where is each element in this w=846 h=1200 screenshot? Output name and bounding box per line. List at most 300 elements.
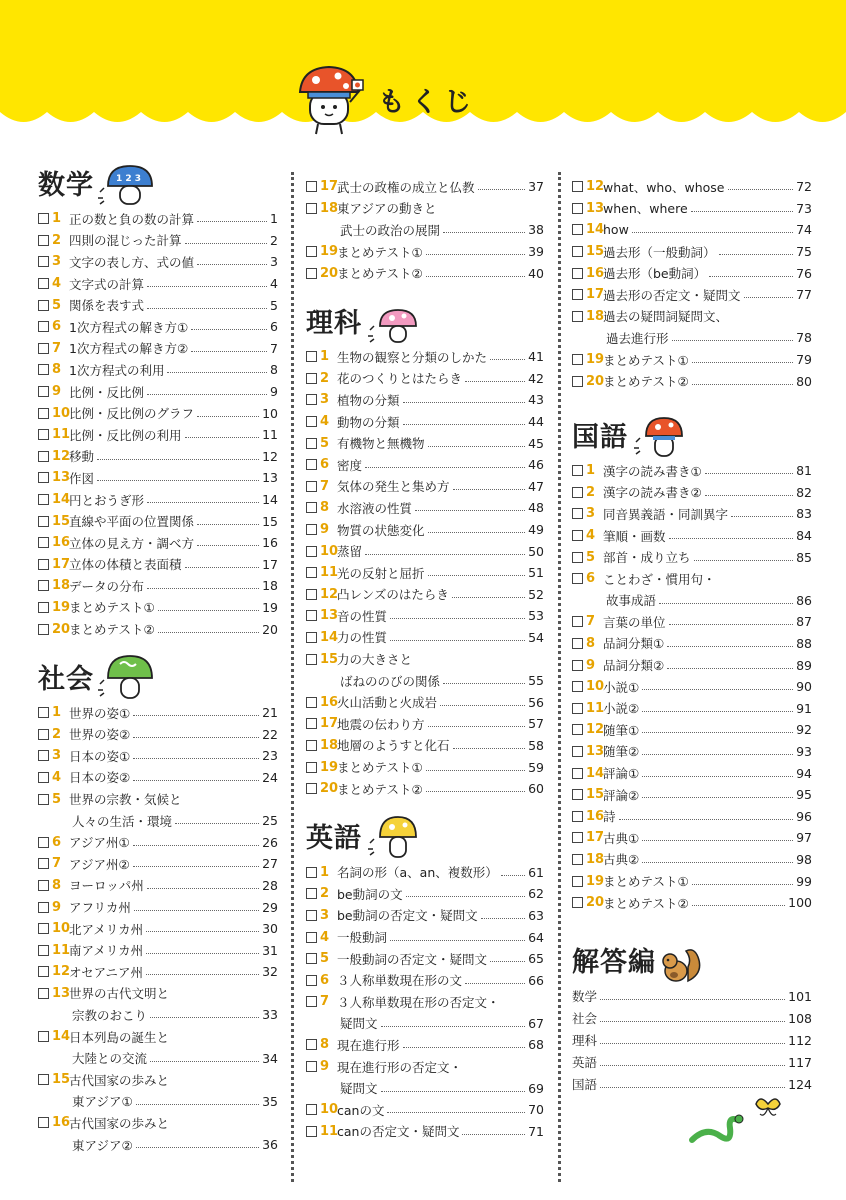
checkbox[interactable] — [572, 487, 583, 498]
item-number: 4 — [586, 528, 596, 544]
item-number: 13 — [52, 985, 71, 1001]
item-title: 水溶液の性質 — [337, 500, 413, 516]
leader-dots — [390, 640, 525, 641]
checkbox[interactable] — [572, 203, 583, 214]
checkbox[interactable] — [38, 880, 49, 891]
item-number: 10 — [320, 543, 339, 559]
checkbox[interactable] — [38, 235, 49, 246]
leader-dots — [365, 554, 525, 555]
section-title-social: 社会 — [38, 663, 94, 695]
leader-dots — [191, 351, 267, 352]
checkbox[interactable] — [572, 616, 583, 627]
checkbox[interactable] — [572, 638, 583, 649]
checkbox[interactable] — [306, 502, 317, 513]
pink-mushroom-icon — [364, 306, 420, 346]
checkbox[interactable] — [38, 256, 49, 267]
page-number: 30 — [262, 921, 278, 937]
checkbox[interactable] — [38, 408, 49, 419]
item-title: 生物の観察と分類のしかた — [337, 349, 488, 365]
item-title: 筆順・画数 — [603, 528, 666, 544]
leader-dots — [692, 362, 793, 363]
checkbox[interactable] — [38, 858, 49, 869]
toc-item — [306, 1013, 544, 1035]
page-number: 31 — [262, 942, 278, 958]
item-title: 正の数と負の数の計算 — [69, 211, 195, 227]
item-title: 東アジア① — [72, 1094, 133, 1110]
checkbox[interactable] — [38, 451, 49, 462]
page-number: 42 — [528, 370, 544, 386]
page-number: 88 — [796, 635, 812, 651]
page-number: 17 — [262, 556, 278, 572]
checkbox[interactable] — [38, 624, 49, 635]
checkbox[interactable] — [572, 811, 583, 822]
checkbox[interactable] — [38, 472, 49, 483]
item-number: 4 — [52, 276, 62, 292]
page-number: 59 — [528, 759, 544, 775]
leader-dots — [426, 276, 525, 277]
checkbox[interactable] — [38, 494, 49, 505]
leader-dots — [642, 732, 793, 733]
item-title: 音の性質 — [337, 608, 388, 624]
yellow-mushroom-icon — [364, 813, 418, 861]
toc-item — [38, 918, 278, 940]
item-title: be動詞の否定文・疑問文 — [337, 908, 478, 924]
checkbox[interactable] — [38, 278, 49, 289]
leader-dots — [600, 1065, 785, 1066]
item-title: 過去形（一般動詞） — [603, 244, 716, 260]
toc-item — [306, 454, 544, 476]
page-number: 61 — [528, 864, 544, 880]
leader-dots — [443, 232, 525, 233]
item-title: ヨーロッパ州 — [69, 878, 144, 894]
checkbox[interactable] — [306, 1039, 317, 1050]
toc-item — [306, 497, 544, 519]
leader-dots — [619, 819, 794, 820]
page-number: 7 — [270, 340, 278, 356]
checkbox[interactable] — [38, 837, 49, 848]
toc-item — [572, 176, 812, 198]
item-number: 1 — [52, 705, 62, 721]
toc-item — [38, 489, 278, 511]
page-number: 82 — [796, 484, 812, 500]
toc-item — [572, 198, 812, 220]
checkbox[interactable] — [306, 481, 317, 492]
checkbox[interactable] — [38, 386, 49, 397]
checkbox[interactable] — [306, 416, 317, 427]
checkbox[interactable] — [306, 783, 317, 794]
item-number: 16 — [320, 694, 339, 710]
leader-dots — [490, 359, 525, 360]
item-number: 11 — [586, 700, 605, 716]
toc-item — [306, 540, 544, 562]
leader-dots — [147, 394, 267, 395]
toc-item — [306, 861, 544, 883]
checkbox[interactable] — [572, 832, 583, 843]
section-title-japanese: 国語 — [572, 421, 628, 453]
item-number: 3 — [320, 907, 330, 923]
toc-item — [38, 467, 278, 489]
answer-subject: 理科 — [572, 1033, 598, 1049]
item-title: 疑問文 — [340, 1081, 378, 1097]
item-number: 8 — [320, 1037, 330, 1053]
answer-subject: 数学 — [572, 989, 598, 1005]
checkbox[interactable] — [572, 465, 583, 476]
checkbox[interactable] — [306, 1104, 317, 1115]
checkbox[interactable] — [38, 923, 49, 934]
item-number: 20 — [320, 781, 339, 797]
toc-item — [306, 905, 544, 927]
item-title: 力の大きさと — [337, 652, 413, 668]
green-mushroom-icon — [94, 652, 154, 702]
checkbox[interactable] — [306, 459, 317, 470]
leader-dots — [642, 776, 793, 777]
item-title: 光の反射と屈折 — [337, 565, 425, 581]
item-number: 8 — [320, 500, 330, 516]
item-number: 7 — [320, 478, 330, 494]
page-number: 54 — [528, 629, 544, 645]
toc-item — [38, 532, 278, 554]
item-title: 同音異義語・同訓異字 — [603, 506, 729, 522]
checkbox[interactable] — [38, 707, 49, 718]
page-number: 21 — [262, 705, 278, 721]
item-title: 古代国家の歩みと — [69, 1072, 170, 1088]
item-title: 随筆② — [603, 744, 640, 760]
checkbox[interactable] — [38, 794, 49, 805]
item-number: 14 — [52, 492, 71, 508]
item-number: 9 — [586, 657, 596, 673]
item-title: 過去の疑問詞疑問文、 — [603, 309, 729, 325]
checkbox[interactable] — [572, 703, 583, 714]
leader-dots — [600, 999, 785, 1000]
item-number: 2 — [586, 484, 596, 500]
item-number: 20 — [586, 895, 605, 911]
checkbox[interactable] — [38, 300, 49, 311]
item-title: 大陸との交流 — [72, 1051, 148, 1067]
toc-item — [306, 411, 544, 433]
toc-item — [572, 827, 812, 849]
page-number: 16 — [262, 535, 278, 551]
checkbox[interactable] — [306, 567, 317, 578]
leader-dots — [133, 737, 259, 738]
item-number: 2 — [320, 886, 330, 902]
item-number: 4 — [52, 769, 62, 785]
toc-item — [306, 262, 544, 284]
checkbox[interactable] — [572, 746, 583, 757]
checkbox[interactable] — [572, 224, 583, 235]
section-title-english: 英語 — [306, 823, 362, 855]
item-title: 密度 — [337, 457, 363, 473]
leader-dots — [158, 610, 259, 611]
leader-dots — [443, 683, 525, 684]
checkbox[interactable] — [306, 1126, 317, 1137]
checkbox[interactable] — [572, 854, 583, 865]
checkbox[interactable] — [38, 364, 49, 375]
item-number: 14 — [586, 222, 605, 238]
page-number: 34 — [262, 1050, 278, 1066]
item-number: 19 — [586, 352, 605, 368]
item-title: 関係を表す式 — [69, 298, 145, 314]
checkbox[interactable] — [572, 246, 583, 257]
item-title: まとめテスト② — [603, 895, 689, 911]
checkbox[interactable] — [306, 203, 317, 214]
checkbox[interactable] — [572, 768, 583, 779]
item-title: オセアニア州 — [69, 964, 144, 980]
toc-item — [306, 605, 544, 627]
leader-dots — [197, 264, 267, 265]
page-number: 84 — [796, 528, 812, 544]
page-number: 83 — [796, 506, 812, 522]
checkbox[interactable] — [306, 1061, 317, 1072]
item-title: 古典② — [603, 852, 640, 868]
toc-item — [38, 273, 278, 295]
leader-dots — [632, 232, 793, 233]
page-number: 25 — [262, 813, 278, 829]
item-title: 日本の姿② — [69, 770, 131, 786]
leader-dots — [426, 770, 525, 771]
section-title-science: 理科 — [306, 307, 362, 339]
page-number: 19 — [262, 599, 278, 615]
item-number: 19 — [52, 599, 71, 615]
item-number: 20 — [320, 265, 339, 281]
checkbox[interactable] — [572, 681, 583, 692]
leader-dots — [133, 866, 259, 867]
checkbox[interactable] — [38, 1117, 49, 1128]
squirrel-icon — [658, 943, 704, 985]
page-number: 78 — [796, 330, 812, 346]
item-title: 武士の政治の展開 — [340, 222, 441, 238]
checkbox[interactable] — [38, 537, 49, 548]
leader-dots — [146, 931, 259, 932]
checkbox[interactable] — [572, 789, 583, 800]
checkbox[interactable] — [306, 953, 317, 964]
item-number: 9 — [52, 899, 62, 915]
leader-dots — [426, 791, 525, 792]
item-title: 移動 — [69, 449, 95, 465]
page-number: 79 — [796, 352, 812, 368]
checkbox[interactable] — [38, 988, 49, 999]
answer-item — [572, 1051, 812, 1073]
toc-item — [38, 1069, 278, 1091]
item-number: 6 — [52, 834, 62, 850]
item-number: 13 — [586, 743, 605, 759]
page-number: 99 — [796, 873, 812, 889]
checkbox[interactable] — [306, 867, 317, 878]
checkbox[interactable] — [38, 602, 49, 613]
checkbox[interactable] — [306, 438, 317, 449]
item-number: 14 — [52, 1029, 71, 1045]
checkbox[interactable] — [38, 580, 49, 591]
item-title: 1次方程式の解き方① — [69, 319, 189, 335]
item-number: 2 — [52, 726, 62, 742]
checkbox[interactable] — [38, 1074, 49, 1085]
mushroom-mascot-icon — [294, 62, 364, 142]
checkbox[interactable] — [38, 343, 49, 354]
checkbox[interactable] — [306, 888, 317, 899]
leader-dots — [146, 974, 259, 975]
item-title: 現在進行形の否定文・ — [337, 1059, 463, 1075]
toc-item — [306, 519, 544, 541]
page-number: 2 — [270, 232, 278, 248]
checkbox[interactable] — [572, 268, 583, 279]
item-number: 5 — [52, 297, 62, 313]
item-number: 15 — [586, 787, 605, 803]
leader-dots — [478, 189, 526, 190]
page-number: 8 — [270, 362, 278, 378]
checkbox[interactable] — [572, 181, 583, 192]
checkbox[interactable] — [38, 559, 49, 570]
leader-dots — [147, 286, 267, 287]
item-title: 世界の古代文明と — [69, 986, 170, 1002]
column-divider — [558, 172, 561, 1182]
item-title: まとめテスト① — [603, 352, 689, 368]
checkbox[interactable] — [38, 945, 49, 956]
leader-dots — [600, 1043, 785, 1044]
toc-column-1 — [38, 160, 278, 1155]
item-number: 18 — [320, 737, 339, 753]
item-number: 19 — [320, 759, 339, 775]
social-section-continued — [306, 176, 544, 284]
item-title: 四則の混じった計算 — [69, 233, 182, 249]
checkbox[interactable] — [38, 213, 49, 224]
leader-dots — [381, 1091, 526, 1092]
checkbox[interactable] — [38, 966, 49, 977]
toc-item — [572, 849, 812, 871]
item-number: 18 — [52, 578, 71, 594]
checkbox[interactable] — [306, 351, 317, 362]
checkbox[interactable] — [306, 268, 317, 279]
item-number: 7 — [52, 856, 62, 872]
item-title: 蒸留 — [337, 544, 363, 560]
toc-item — [38, 618, 278, 640]
page-number: 10 — [262, 405, 278, 421]
item-title: 立体の体積と表面積 — [69, 557, 182, 573]
item-number: 15 — [320, 651, 339, 667]
answer-subject: 社会 — [572, 1011, 598, 1027]
checkbox[interactable] — [572, 573, 583, 584]
checkbox[interactable] — [306, 181, 317, 192]
checkbox[interactable] — [572, 354, 583, 365]
checkbox[interactable] — [38, 750, 49, 761]
item-title: 人々の生活・環境 — [72, 813, 173, 829]
page-number: 14 — [262, 492, 278, 508]
item-number: 9 — [52, 384, 62, 400]
item-number: 5 — [320, 435, 330, 451]
item-number: 12 — [586, 722, 605, 738]
leader-dots — [390, 618, 525, 619]
leader-dots — [642, 711, 793, 712]
checkbox[interactable] — [306, 975, 317, 986]
checkbox[interactable] — [572, 897, 583, 908]
checkbox[interactable] — [306, 762, 317, 773]
item-title: ばねののびの関係 — [340, 673, 441, 689]
item-title: 植物の分類 — [337, 392, 400, 408]
checkbox[interactable] — [306, 546, 317, 557]
checkbox[interactable] — [38, 321, 49, 332]
checkbox[interactable] — [306, 910, 317, 921]
checkbox[interactable] — [572, 311, 583, 322]
checkbox[interactable] — [306, 740, 317, 751]
toc-item — [306, 991, 544, 1013]
checkbox[interactable] — [306, 718, 317, 729]
item-title: データの分布 — [69, 578, 145, 594]
checkbox[interactable] — [306, 996, 317, 1007]
page-number: 69 — [528, 1080, 544, 1096]
page-number: 76 — [796, 265, 812, 281]
page-number: 63 — [528, 907, 544, 923]
toc-item — [572, 870, 812, 892]
checkbox[interactable] — [572, 552, 583, 563]
leader-dots — [692, 384, 793, 385]
checkbox[interactable] — [38, 1031, 49, 1042]
checkbox[interactable] — [306, 697, 317, 708]
checkbox[interactable] — [38, 902, 49, 913]
checkbox[interactable] — [572, 289, 583, 300]
page-number: 41 — [528, 349, 544, 365]
leader-dots — [97, 459, 259, 460]
checkbox[interactable] — [306, 932, 317, 943]
item-number: 16 — [586, 265, 605, 281]
page-number: 72 — [796, 179, 812, 195]
toc-item — [306, 648, 544, 670]
toc-item — [306, 969, 544, 991]
item-title: 一般動詞の否定文・疑問文 — [337, 951, 488, 967]
page-number: 20 — [262, 621, 278, 637]
leader-dots — [744, 297, 794, 298]
checkbox[interactable] — [572, 724, 583, 735]
leader-dots — [147, 888, 259, 889]
checkbox[interactable] — [306, 524, 317, 535]
page-number: 51 — [528, 565, 544, 581]
toc-item — [38, 251, 278, 273]
item-number: 17 — [320, 179, 339, 195]
item-title: 評論② — [603, 787, 640, 803]
toc-item — [572, 590, 812, 612]
checkbox[interactable] — [306, 632, 317, 643]
checkbox[interactable] — [38, 429, 49, 440]
leader-dots — [136, 1104, 259, 1105]
leader-dots — [440, 705, 525, 706]
item-number: 17 — [586, 287, 605, 303]
checkbox[interactable] — [306, 654, 317, 665]
page-number: 77 — [796, 287, 812, 303]
leader-dots — [175, 823, 259, 824]
leader-dots — [381, 1026, 526, 1027]
checkbox[interactable] — [306, 246, 317, 257]
checkbox[interactable] — [306, 373, 317, 384]
item-number: 2 — [52, 232, 62, 248]
checkbox[interactable] — [572, 376, 583, 387]
checkbox[interactable] — [306, 394, 317, 405]
item-number: 11 — [52, 427, 71, 443]
checkbox[interactable] — [572, 508, 583, 519]
checkbox[interactable] — [38, 516, 49, 527]
checkbox[interactable] — [306, 610, 317, 621]
checkbox[interactable] — [572, 530, 583, 541]
page-number: 56 — [528, 694, 544, 710]
item-title: canの否定文・疑問文 — [337, 1124, 460, 1140]
checkbox[interactable] — [38, 772, 49, 783]
section-title-math: 数学 — [38, 170, 94, 201]
item-title: アジア州② — [69, 856, 130, 872]
checkbox[interactable] — [306, 589, 317, 600]
item-number: 15 — [586, 244, 605, 260]
checkbox[interactable] — [572, 660, 583, 671]
checkbox[interactable] — [38, 729, 49, 740]
checkbox[interactable] — [572, 876, 583, 887]
column-divider — [291, 172, 294, 1182]
item-number: 16 — [52, 535, 71, 551]
toc-item — [572, 741, 812, 763]
